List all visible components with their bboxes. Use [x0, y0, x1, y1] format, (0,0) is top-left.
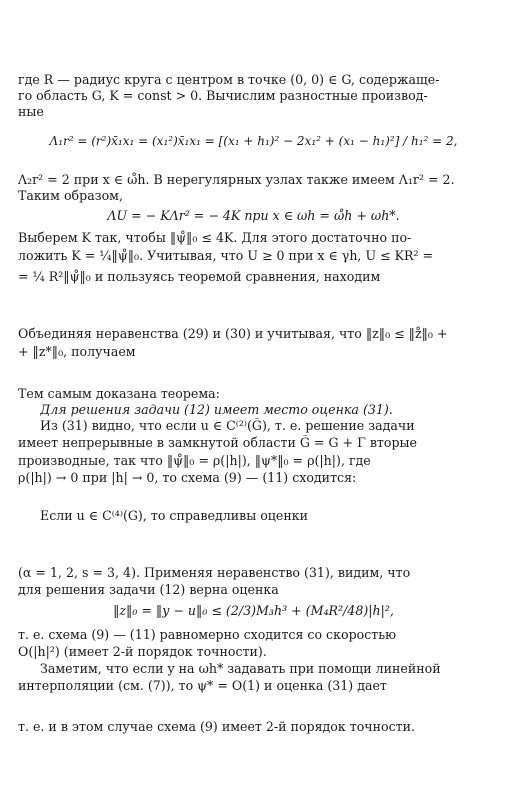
- text-line: Объединяя неравенства (29) и (30) и учитывая, что ‖z‖₀ ≤ ‖z̊‖₀ +: [18, 326, 448, 341]
- display-equation: Λ₁r² = (r²)x̄₁x₁ = (x₁²)x̄₁x₁ = [(x₁ + h₁)² − 2x₁² + (x₁ − h₁)²] / h₁² = 2,: [49, 134, 458, 148]
- text-line: Из (31) видно, что если u ∈ C⁽²⁾(Ḡ), т. е. решение задачи: [40, 418, 415, 433]
- text-line: Таким образом,: [18, 188, 123, 203]
- text-line: (α = 1, 2, s = 3, 4). Применяя неравенство (31), видим, что: [18, 565, 411, 580]
- text-line: ложить K = ¼‖ψ̊‖₀. Учитывая, что U ≥ 0 при x ∈ γh, U ≤ KR² =: [18, 248, 434, 263]
- text-line: + ‖z*‖₀, получаем: [18, 344, 136, 359]
- text-line: интерполяции (см. (7)), то ψ* = O(1) и оценка (31) дает: [18, 678, 387, 693]
- text-line: Заметим, что если y на ωh* задавать при помощи линейной: [40, 661, 441, 676]
- text-line: т. е. схема (9) — (11) равномерно сходится со скоростью: [18, 627, 397, 642]
- theorem-statement: Для решения задачи (12) имеет место оценка (31).: [40, 402, 393, 417]
- text-line: производные, так что ‖ψ̊‖₀ = ρ(|h|), ‖ψ*‖₀ = ρ(|h|), где: [18, 453, 371, 468]
- text-line: Выберем K так, чтобы ‖ψ̊‖₀ ≤ 4K. Для этого достаточно по-: [18, 230, 412, 245]
- display-equation: ΛU = − KΛr² = − 4K при x ∈ ωh = ω̊h + ωh*.: [107, 208, 400, 223]
- text-line: Если u ∈ C⁽⁴⁾(G), то справедливы оценки: [40, 508, 309, 523]
- text-line: O(|h|²) (имеет 2-й порядок точности).: [18, 644, 267, 659]
- text-line: Тем самым доказана теорема:: [18, 386, 220, 401]
- text-line: Λ₂r² = 2 при x ∈ ω̊h. В нерегулярных узлах также имеем Λ₁r² = 2.: [18, 172, 455, 187]
- display-equation: ‖z‖₀ = ‖y − u‖₀ ≤ (2/3)M₃h³ + (M₄R²/48)|h|²,: [113, 603, 394, 618]
- text-line: ρ(|h|) → 0 при |h| → 0, то схема (9) — (11) сходится:: [18, 470, 357, 485]
- text-line: = ¼ R²‖ψ̊‖₀ и пользуясь теоремой сравнения, находим: [18, 269, 381, 284]
- text-line: для решения задачи (12) верна оценка: [18, 582, 279, 597]
- text-line: го область G, K = const > 0. Вычислим разностные производ-: [18, 88, 428, 103]
- text-line: где R — радиус круга с центром в точке (0, 0) ∈ G, содержаще-: [18, 72, 440, 87]
- text-line: т. е. и в этом случае схема (9) имеет 2-й порядок точности.: [18, 719, 416, 734]
- text-line: имеет непрерывные в замкнутой области Ḡ = G + Γ вторые: [18, 435, 418, 450]
- text-line: ные: [18, 104, 44, 119]
